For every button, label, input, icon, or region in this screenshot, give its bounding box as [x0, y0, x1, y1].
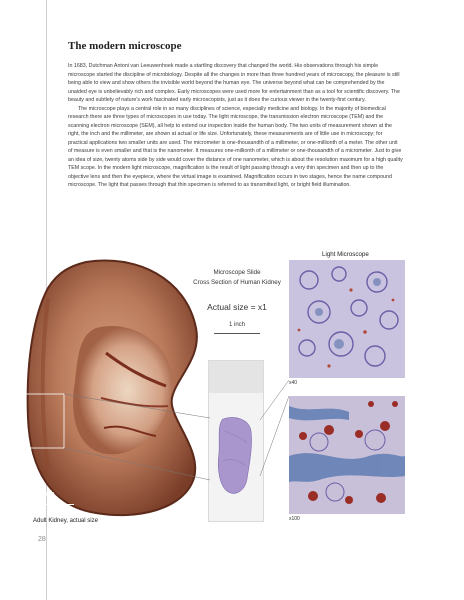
page-title: The modern microscope	[68, 40, 182, 52]
inch-rule	[214, 333, 260, 334]
micrograph-x40	[289, 260, 405, 378]
kidney-illustration	[26, 258, 204, 518]
kidney-photo	[26, 258, 204, 518]
kidney-scale-bar	[20, 504, 74, 505]
kidney-scale-label: 1 inch	[36, 491, 55, 498]
micrograph-x100-image	[289, 396, 405, 514]
micrograph-x40-image	[289, 260, 405, 378]
inch-label: 1 inch	[228, 322, 245, 328]
slide-caption	[176, 268, 298, 288]
kidney-caption: Adult Kidney, actual size	[33, 518, 98, 524]
magnification-x40: x40	[289, 380, 298, 386]
body-text	[68, 62, 403, 190]
slide-caption-line1: Microscope Slide	[213, 269, 261, 276]
micrograph-x100	[289, 396, 405, 514]
microscope-slide	[208, 360, 264, 522]
magnification-x100: x100	[289, 516, 300, 522]
slide-tissue	[209, 361, 263, 521]
light-microscope-caption: Light Microscope	[322, 251, 369, 258]
paragraph-2: The microscope plays a central role in so many disciplines of science, especially medicine and biology. In the majority of biomedical research there are three types of microscopes in use today. The light microscope, the transmission electron microscope (TEM) and the scanning electron microscope (SEM), all help to extend our inspection inside the human body. The two units of measurement shown at the right, the inch and the millimeter, are shown at actual or life size. Unfortunately, these measurements are of little use in microscopy; for practical applications two smaller units are used. The micrometer is one-thousandth of a millimeter, or one-millionth of a meter. The other unit of measure is even smaller and that is the nanometer. It measures one-millionth of a millimeter or one-thousandth of a micrometer. Just to give an idea of size, twenty atoms side by side would cover the distance of one nanometer, which is about the resolution maximum for a high quality TEM scope. In the modern light microscope, magnification is the result of light passing through a very thin specimen and then up to the objective lens and then the eyepiece, where the virtual image is examined. Magnification occurs in two stages, hence the name compound microscope. The light that passes through that thin specimen is referred to as transmitted light, or bright field illumination.	[68, 105, 403, 188]
page-number: 28	[38, 536, 46, 543]
actual-size-label: Actual size = x1	[207, 302, 267, 312]
paragraph-1: In 1683, Dutchman Antoni van Leeuwenhoek made a startling discovery that changed the world. His observations through his simple microscope started the discipline of microbiology. Despite all the changes in more than three hundred years of microscopy, the pleasure is still being able to view and show others the invisible world beyond the human eye. The universe beyond what can be comprehended by the unaided eye is unbelievably rich and complex. Early microscopes were used more for entertainment than as a tool for scientific discovery. The beauty and subtlety of nature's work fascinated early microscopists, just as it does the curious viewer in the twenty-first century.	[68, 63, 400, 103]
slide-caption-line2: Cross Section of Human Kidney	[193, 279, 281, 286]
